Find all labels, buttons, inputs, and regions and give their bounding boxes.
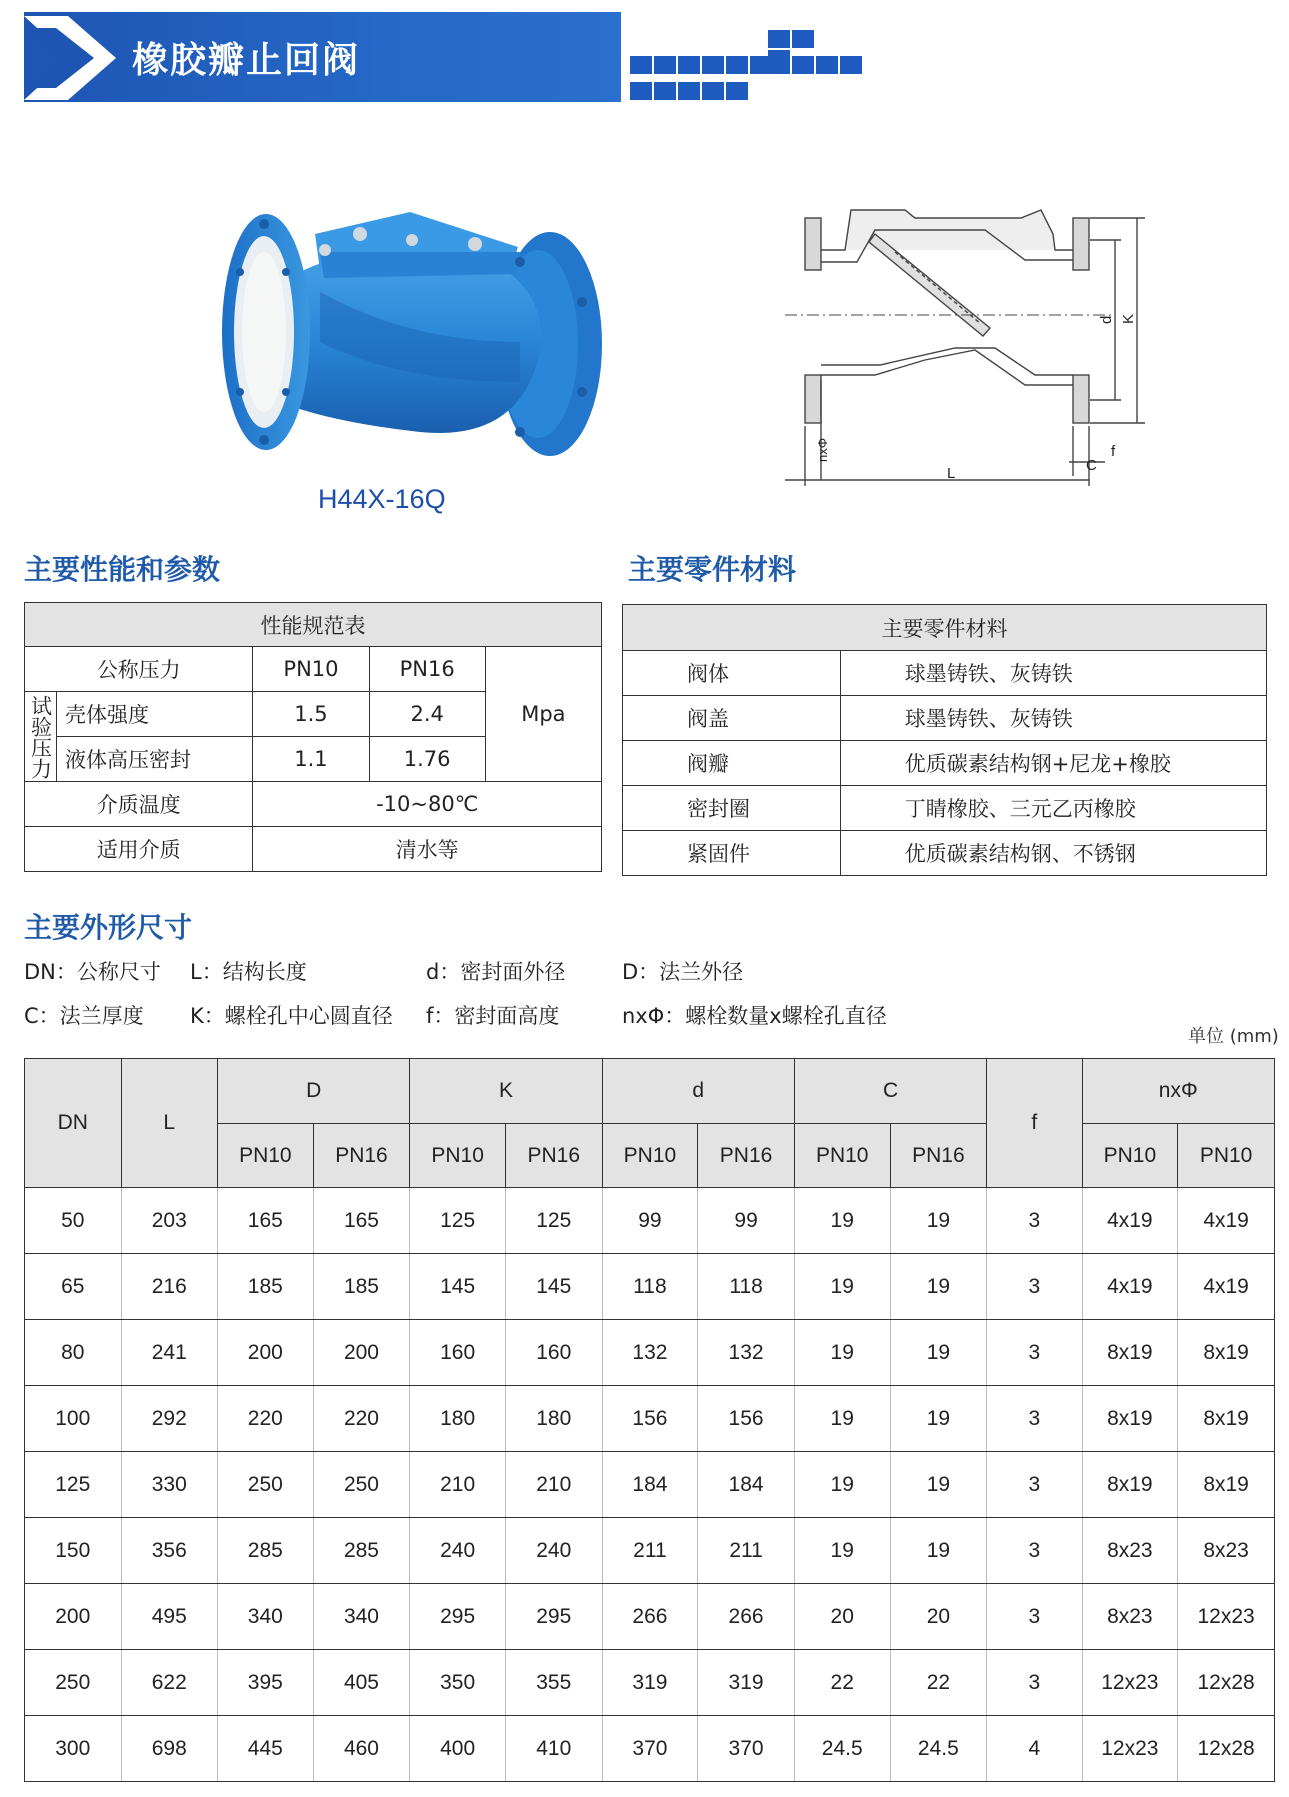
table-cell: 185 [313, 1254, 410, 1320]
table-cell: 160 [505, 1320, 602, 1386]
table-cell: 118 [698, 1254, 795, 1320]
table-cell: 65 [25, 1254, 122, 1320]
table-cell: 340 [313, 1584, 410, 1650]
subheader-pn: PN10 [218, 1124, 314, 1188]
table-cell: 410 [505, 1716, 602, 1782]
table-cell: 241 [121, 1320, 218, 1386]
table-cell: 340 [218, 1584, 314, 1650]
table-cell: 165 [218, 1188, 314, 1254]
part-name: 阀体 [623, 651, 841, 696]
table-cell: 285 [313, 1518, 410, 1584]
table-cell: 100 [25, 1386, 122, 1452]
table-cell: 8x19 [1082, 1452, 1178, 1518]
dimensions-table [24, 1058, 1275, 1782]
table-cell: 200 [313, 1320, 410, 1386]
table-cell: 295 [410, 1584, 506, 1650]
shell-strength-pn10: 1.5 [253, 692, 369, 737]
materials-table [622, 604, 1267, 876]
table-cell: 145 [410, 1254, 506, 1320]
table-cell: 200 [218, 1320, 314, 1386]
table-cell: 150 [25, 1518, 122, 1584]
test-pressure-label [25, 692, 57, 782]
table-cell: 19 [890, 1386, 987, 1452]
header-l: L [121, 1059, 218, 1188]
table-cell: 220 [313, 1386, 410, 1452]
table-cell: 8x23 [1082, 1518, 1178, 1584]
table-cell: 370 [698, 1716, 795, 1782]
table-row [25, 1254, 1275, 1320]
header-f: f [987, 1059, 1082, 1188]
table-cell: 319 [698, 1650, 795, 1716]
seal-test-label: 液体高压密封 [57, 737, 253, 782]
section-title-performance: 主要性能和参数 [24, 553, 221, 586]
valve-section-drawing [785, 200, 1165, 512]
table-cell: 118 [602, 1254, 698, 1320]
table-row [25, 1188, 1275, 1254]
dim-label-f: f [1111, 443, 1116, 460]
table-cell: 125 [505, 1188, 602, 1254]
test-pressure-text: 试验压力 [28, 694, 53, 779]
table-cell: 370 [602, 1716, 698, 1782]
section-title-materials: 主要零件材料 [628, 553, 797, 586]
table-cell: 355 [505, 1650, 602, 1716]
table-cell: 19 [890, 1254, 987, 1320]
legend-nx: nxΦ：螺栓数量x螺栓孔直径 [622, 1004, 887, 1028]
table-row [25, 1650, 1275, 1716]
pressure-label: 公称压力 [25, 647, 253, 692]
table-cell: 395 [218, 1650, 314, 1716]
table-cell: 132 [602, 1320, 698, 1386]
legend-d-small: d：密封面外径 [426, 960, 566, 984]
subheader-pn: PN16 [890, 1124, 987, 1188]
table-cell: 24.5 [794, 1716, 890, 1782]
subheader-pn: PN10 [410, 1124, 506, 1188]
table-cell: 250 [218, 1452, 314, 1518]
table-row [25, 1452, 1275, 1518]
header-d-large: D [218, 1059, 410, 1124]
table-cell: 24.5 [890, 1716, 987, 1782]
medium-value: 清水等 [253, 827, 602, 872]
table-cell: 12x23 [1178, 1584, 1275, 1650]
table-cell: 220 [218, 1386, 314, 1452]
legend-c: C：法兰厚度 [24, 1004, 144, 1028]
table-cell: 125 [25, 1452, 122, 1518]
performance-table [24, 602, 602, 872]
table-cell: 19 [794, 1320, 890, 1386]
model-number: H44X-16Q [318, 484, 446, 514]
table-cell: 19 [890, 1518, 987, 1584]
temperature-label: 介质温度 [25, 782, 253, 827]
page-title: 橡胶瓣止回阀 [132, 39, 361, 81]
table-cell: 8x19 [1178, 1452, 1275, 1518]
unit-cell: Mpa [485, 647, 601, 782]
table-cell: 211 [698, 1518, 795, 1584]
table-cell: 330 [121, 1452, 218, 1518]
table-cell: 12x28 [1178, 1650, 1275, 1716]
table-cell: 203 [121, 1188, 218, 1254]
part-material: 丁睛橡胶、三元乙丙橡胶 [840, 786, 1266, 831]
table-cell: 240 [410, 1518, 506, 1584]
table-cell: 460 [313, 1716, 410, 1782]
dim-label-L: L [947, 465, 956, 482]
part-name: 阀瓣 [623, 741, 841, 786]
table-cell: 3 [987, 1188, 1082, 1254]
table-cell: 4x19 [1178, 1254, 1275, 1320]
subheader-pn: PN16 [313, 1124, 410, 1188]
table-cell: 495 [121, 1584, 218, 1650]
table-cell: 50 [25, 1188, 122, 1254]
part-material: 优质碳素结构钢、不锈钢 [840, 831, 1266, 876]
table-cell: 8x19 [1082, 1320, 1178, 1386]
dim-label-K: K [1120, 313, 1137, 324]
table-cell: 3 [987, 1584, 1082, 1650]
table-cell: 216 [121, 1254, 218, 1320]
table-cell: 4 [987, 1716, 1082, 1782]
medium-label: 适用介质 [25, 827, 253, 872]
table-cell: 319 [602, 1650, 698, 1716]
table-cell: 210 [505, 1452, 602, 1518]
table-cell: 184 [602, 1452, 698, 1518]
table-cell: 12x23 [1082, 1650, 1178, 1716]
table-cell: 19 [794, 1452, 890, 1518]
table-cell: 3 [987, 1254, 1082, 1320]
dim-label-nx: nxΦ [815, 437, 830, 462]
subheader-pn: PN10 [1178, 1124, 1275, 1188]
table-cell: 3 [987, 1518, 1082, 1584]
header-nx: nxΦ [1082, 1059, 1274, 1124]
table-cell: 180 [505, 1386, 602, 1452]
table-cell: 22 [794, 1650, 890, 1716]
subheader-pn: PN10 [602, 1124, 698, 1188]
table-cell: 622 [121, 1650, 218, 1716]
table-cell: 184 [698, 1452, 795, 1518]
table-cell: 211 [602, 1518, 698, 1584]
dim-label-d: d [1098, 315, 1115, 324]
unit-note: 单位 (mm) [1188, 1026, 1279, 1047]
part-material: 球墨铸铁、灰铸铁 [840, 651, 1266, 696]
table-cell: 19 [890, 1188, 987, 1254]
temperature-value: -10~80℃ [253, 782, 602, 827]
table-cell: 266 [698, 1584, 795, 1650]
chevron-arrow-icon [24, 12, 144, 102]
table-cell: 210 [410, 1452, 506, 1518]
table-cell: 250 [313, 1452, 410, 1518]
pn10-header: PN10 [253, 647, 369, 692]
table-cell: 12x28 [1178, 1716, 1275, 1782]
table-cell: 99 [698, 1188, 795, 1254]
table-cell: 200 [25, 1584, 122, 1650]
table-row [25, 1518, 1275, 1584]
section-title-dimensions: 主要外形尺寸 [24, 911, 193, 944]
part-name: 阀盖 [623, 696, 841, 741]
table-cell: 185 [218, 1254, 314, 1320]
legend-f: f：密封面高度 [426, 1004, 560, 1028]
legend-d-large: D：法兰外径 [622, 960, 744, 984]
performance-table-caption: 性能规范表 [25, 603, 602, 647]
table-cell: 300 [25, 1716, 122, 1782]
valve-product-image [220, 192, 610, 474]
subheader-pn: PN16 [698, 1124, 795, 1188]
table-cell: 20 [890, 1584, 987, 1650]
table-cell: 285 [218, 1518, 314, 1584]
table-cell: 19 [794, 1518, 890, 1584]
seal-test-pn10: 1.1 [253, 737, 369, 782]
table-cell: 99 [602, 1188, 698, 1254]
table-cell: 132 [698, 1320, 795, 1386]
table-cell: 350 [410, 1650, 506, 1716]
table-cell: 145 [505, 1254, 602, 1320]
table-cell: 3 [987, 1386, 1082, 1452]
table-cell: 400 [410, 1716, 506, 1782]
part-name: 紧固件 [623, 831, 841, 876]
subheader-pn: PN16 [505, 1124, 602, 1188]
table-row [25, 1386, 1275, 1452]
table-cell: 3 [987, 1320, 1082, 1386]
subheader-pn: PN10 [794, 1124, 890, 1188]
table-cell: 19 [890, 1320, 987, 1386]
table-cell: 8x19 [1082, 1386, 1178, 1452]
table-cell: 80 [25, 1320, 122, 1386]
table-row [25, 1584, 1275, 1650]
table-cell: 266 [602, 1584, 698, 1650]
table-cell: 240 [505, 1518, 602, 1584]
table-cell: 19 [794, 1386, 890, 1452]
table-cell: 4x19 [1178, 1188, 1275, 1254]
shell-strength-pn16: 2.4 [369, 692, 485, 737]
table-cell: 156 [602, 1386, 698, 1452]
subheader-pn: PN10 [1082, 1124, 1178, 1188]
table-cell: 125 [410, 1188, 506, 1254]
table-cell: 19 [794, 1188, 890, 1254]
legend-l: L：结构长度 [190, 960, 307, 984]
table-cell: 292 [121, 1386, 218, 1452]
table-cell: 160 [410, 1320, 506, 1386]
table-cell: 445 [218, 1716, 314, 1782]
table-cell: 20 [794, 1584, 890, 1650]
header-d-small: d [602, 1059, 794, 1124]
seal-test-pn16: 1.76 [369, 737, 485, 782]
table-cell: 19 [794, 1254, 890, 1320]
table-cell: 405 [313, 1650, 410, 1716]
table-row [25, 1320, 1275, 1386]
pn16-header: PN16 [369, 647, 485, 692]
table-cell: 22 [890, 1650, 987, 1716]
table-cell: 8x23 [1178, 1518, 1275, 1584]
table-cell: 8x23 [1082, 1584, 1178, 1650]
header-c: C [794, 1059, 986, 1124]
legend-dn: DN：公称尺寸 [24, 960, 161, 984]
table-row [25, 1716, 1275, 1782]
header-k: K [410, 1059, 602, 1124]
table-cell: 165 [313, 1188, 410, 1254]
table-cell: 4x19 [1082, 1188, 1178, 1254]
table-cell: 250 [25, 1650, 122, 1716]
table-cell: 156 [698, 1386, 795, 1452]
table-cell: 295 [505, 1584, 602, 1650]
dim-label-C: C [1086, 457, 1097, 474]
table-cell: 8x19 [1178, 1320, 1275, 1386]
table-cell: 19 [890, 1452, 987, 1518]
table-cell: 4x19 [1082, 1254, 1178, 1320]
part-material: 球墨铸铁、灰铸铁 [840, 696, 1266, 741]
part-material: 优质碳素结构钢+尼龙+橡胶 [840, 741, 1266, 786]
dimensions-table-body [25, 1188, 1275, 1782]
table-cell: 698 [121, 1716, 218, 1782]
header-banner [24, 12, 621, 102]
materials-table-caption: 主要零件材料 [623, 605, 1267, 651]
part-name: 密封圈 [623, 786, 841, 831]
table-cell: 3 [987, 1650, 1082, 1716]
table-cell: 12x23 [1082, 1716, 1178, 1782]
legend-k: K：螺栓孔中心圆直径 [190, 1004, 393, 1028]
shell-strength-label: 壳体强度 [57, 692, 253, 737]
table-cell: 356 [121, 1518, 218, 1584]
table-cell: 180 [410, 1386, 506, 1452]
table-cell: 8x19 [1178, 1386, 1275, 1452]
header-dn: DN [25, 1059, 122, 1188]
table-cell: 3 [987, 1452, 1082, 1518]
